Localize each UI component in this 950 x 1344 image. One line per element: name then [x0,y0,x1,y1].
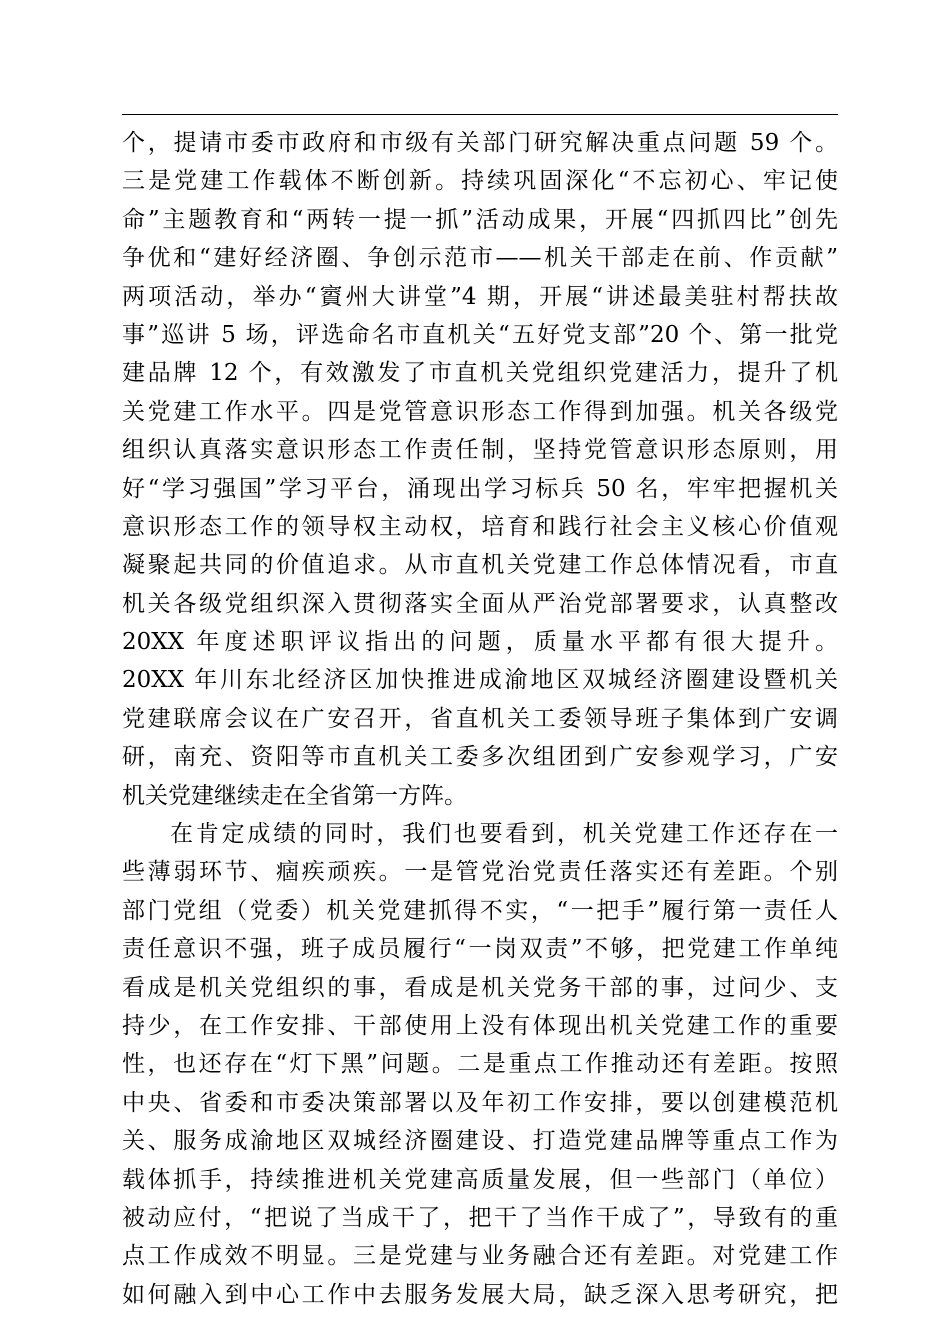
text-line: 事”巡讲 5 场，评选命名市直机关“五好党支部”20 个、第一批党 [122,321,838,348]
text-line: 持少，在工作安排、干部使用上没有体现出机关党建工作的重要 [122,1012,838,1039]
text-line: 建品牌 12 个，有效激发了市直机关党组织党建活力，提升了机 [122,360,838,387]
text-line: 关、服务成渝地区双城经济圈建设、打造党建品牌等重点工作为 [122,1128,838,1155]
text-line: 机关党建继续走在全省第一方阵。 [122,782,467,809]
text-line: 部门党组（党委）机关党建抓得不实，“一把手”履行第一责任人 [122,897,838,924]
text-line: 性，也还存在“灯下黑”问题。二是重点工作推动还有差距。按照 [122,1051,838,1078]
text-line: 责任意识不强，班子成员履行“一岗双责”不够，把党建工作单纯 [122,936,838,963]
text-line: 命”主题教育和“两转一提一抓”活动成果，开展“四抓四比”创先 [122,206,838,233]
text-line: 中央、省委和市委决策部署以及年初工作安排，要以创建模范机 [122,1089,838,1116]
text-line: 研，南充、资阳等市直机关工委多次组团到广安参观学习，广安 [122,744,838,771]
text-line: 20XX 年川东北经济区加快推进成渝地区双城经济圈建设暨机关 [122,667,838,694]
text-line: 看成是机关党组织的事，看成是机关党务干部的事，过问少、支 [122,974,838,1001]
text-line: 关党建工作水平。四是党管意识形态工作得到加强。机关各级党 [122,398,838,425]
paragraph-2 [122,815,838,1314]
text-line: 凝聚起共同的价值追求。从市直机关党建工作总体情况看，市直 [122,552,838,579]
text-line: 点工作成效不明显。三是党建与业务融合还有差距。对党建工作 [122,1243,838,1270]
text-line: 三是党建工作载体不断创新。持续巩固深化“不忘初心、牢记使 [122,168,838,195]
text-line: 个，提请市委市政府和市级有关部门研究解决重点问题 59 个。 [122,130,838,156]
header-rule [122,114,838,115]
text-line: 意识形态工作的领导权主动权，培育和践行社会主义核心价值观 [122,513,838,540]
text-line: 些薄弱环节、痼疾顽疾。一是管党治党责任落实还有差距。个别 [122,859,838,886]
text-line: 在肯定成绩的同时，我们也要看到，机关党建工作还存在一 [170,821,838,848]
text-line: 机关各级党组织深入贯彻落实全面从严治党部署要求，认真整改 [122,590,838,617]
text-line: 20XX 年度述职评议指出的问题，质量水平都有很大提升。 [122,629,838,656]
text-line: 党建联席会议在广安召开，省直机关工委领导班子集体到广安调 [122,705,838,732]
text-line: 组织认真落实意识形态工作责任制，坚持党管意识形态原则，用 [122,437,838,464]
text-line: 载体抓手，持续推进机关党建高质量发展，但一些部门（单位） [122,1166,838,1193]
text-line: 争优和“建好经济圈、争创示范市——机关干部走在前、作贡献” [122,245,838,272]
text-line: 两项活动，举办“賨州大讲堂”4 期，开展“讲述最美驻村帮扶故 [122,283,838,310]
document-body [122,124,838,1314]
text-line: 被动应付，“把说了当成干了，把干了当作干成了”，导致有的重 [122,1204,838,1231]
text-line: 好“学习强国”学习平台，涌现出学习标兵 50 名，牢牢把握机关 [122,475,838,502]
paragraph-1 [122,124,838,815]
text-line: 如何融入到中心工作中去服务发展大局，缺乏深入思考研究，把 [122,1281,838,1308]
